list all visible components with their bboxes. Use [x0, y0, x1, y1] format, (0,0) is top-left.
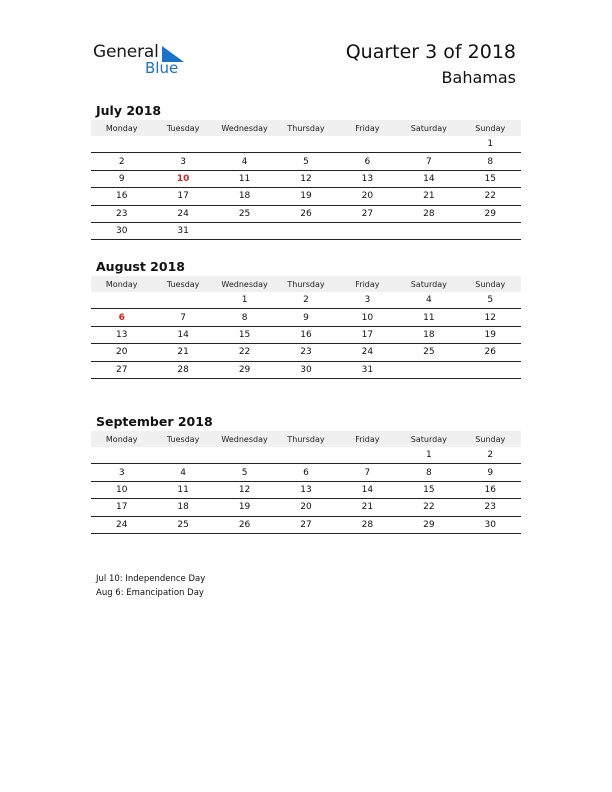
day-cell: 3 [152, 153, 213, 170]
day-cell: 7 [337, 464, 398, 481]
day-cell: 26 [275, 205, 336, 222]
day-cell: 17 [91, 499, 152, 516]
day-cell: 31 [152, 222, 213, 239]
day-cell: 29 [214, 361, 275, 378]
weekday-header: Saturday [398, 431, 459, 447]
day-cell: 16 [91, 188, 152, 205]
weekday-header: Tuesday [152, 276, 213, 292]
day-cell: 24 [91, 516, 152, 533]
day-cell: 1 [214, 292, 275, 309]
day-cell: 14 [398, 170, 459, 187]
day-cell: 1 [398, 447, 459, 464]
day-cell: 13 [275, 481, 336, 498]
week-row [91, 136, 521, 153]
day-cell: 18 [214, 188, 275, 205]
day-cell: 27 [91, 361, 152, 378]
day-cell: 13 [91, 326, 152, 343]
day-cell: 6 [275, 464, 336, 481]
calendar-table [91, 276, 521, 379]
day-cell: 2 [91, 153, 152, 170]
day-cell: 9 [275, 309, 336, 326]
day-cell: 22 [398, 499, 459, 516]
day-cell: 30 [460, 516, 521, 533]
weekday-header: Monday [91, 276, 152, 292]
day-cell: 16 [275, 326, 336, 343]
day-cell: 15 [398, 481, 459, 498]
day-cell: 11 [214, 170, 275, 187]
day-cell: 15 [214, 326, 275, 343]
day-cell: 14 [337, 481, 398, 498]
day-cell: 21 [337, 499, 398, 516]
weekday-header: Wednesday [214, 276, 275, 292]
day-cell: 18 [152, 499, 213, 516]
day-cell [214, 136, 275, 153]
month-title: August 2018 [96, 259, 185, 274]
day-cell: 24 [337, 344, 398, 361]
day-cell [214, 447, 275, 464]
day-cell: 20 [275, 499, 336, 516]
day-cell: 25 [214, 205, 275, 222]
week-row [91, 309, 521, 326]
weekday-header: Sunday [460, 120, 521, 136]
weekday-header-row [91, 276, 521, 292]
day-cell: 4 [214, 153, 275, 170]
holiday-note: Jul 10: Independence Day [96, 574, 206, 584]
day-cell: 10 [152, 170, 213, 187]
week-row [91, 292, 521, 309]
day-cell: 12 [214, 481, 275, 498]
day-cell [91, 136, 152, 153]
day-cell: 13 [337, 170, 398, 187]
weekday-header: Thursday [275, 431, 336, 447]
day-cell [214, 222, 275, 239]
day-cell: 20 [337, 188, 398, 205]
day-cell: 20 [91, 344, 152, 361]
day-cell: 29 [398, 516, 459, 533]
day-cell: 25 [152, 516, 213, 533]
weekday-header: Tuesday [152, 120, 213, 136]
day-cell [460, 222, 521, 239]
day-cell: 5 [460, 292, 521, 309]
holiday-note: Aug 6: Emancipation Day [96, 587, 204, 598]
weekday-header: Thursday [275, 120, 336, 136]
day-cell: 5 [214, 464, 275, 481]
day-cell: 17 [337, 326, 398, 343]
weekday-header: Monday [91, 431, 152, 447]
day-cell: 8 [398, 464, 459, 481]
day-cell [152, 447, 213, 464]
calendar-table [91, 431, 521, 534]
day-cell [91, 447, 152, 464]
week-row [91, 326, 521, 343]
day-cell: 23 [275, 344, 336, 361]
day-cell [460, 361, 521, 378]
day-cell: 18 [398, 326, 459, 343]
day-cell: 29 [460, 205, 521, 222]
day-cell: 7 [152, 309, 213, 326]
weekday-header: Monday [91, 120, 152, 136]
day-cell: 23 [460, 499, 521, 516]
month-july [91, 102, 521, 240]
day-cell: 2 [275, 292, 336, 309]
day-cell [337, 136, 398, 153]
week-row [91, 447, 521, 464]
day-cell: 16 [460, 481, 521, 498]
day-cell: 24 [152, 205, 213, 222]
day-cell: 28 [398, 205, 459, 222]
week-row [91, 188, 521, 205]
day-cell: 9 [91, 170, 152, 187]
day-cell: 22 [460, 188, 521, 205]
day-cell [398, 222, 459, 239]
week-row [91, 516, 521, 533]
day-cell: 26 [214, 516, 275, 533]
day-cell: 23 [91, 205, 152, 222]
day-cell: 21 [152, 344, 213, 361]
day-cell: 5 [275, 153, 336, 170]
day-cell: 19 [460, 326, 521, 343]
weekday-header: Friday [337, 120, 398, 136]
weekday-header-row [91, 120, 521, 136]
weekday-header: Wednesday [214, 431, 275, 447]
day-cell: 6 [91, 309, 152, 326]
day-cell: 25 [398, 344, 459, 361]
weekday-header: Saturday [398, 276, 459, 292]
day-cell: 11 [398, 309, 459, 326]
day-cell: 14 [152, 326, 213, 343]
weekday-header: Wednesday [214, 120, 275, 136]
day-cell [275, 136, 336, 153]
day-cell: 15 [460, 170, 521, 187]
day-cell [152, 292, 213, 309]
day-cell: 27 [337, 205, 398, 222]
weekday-header: Sunday [460, 276, 521, 292]
week-row [91, 464, 521, 481]
weekday-header: Tuesday [152, 431, 213, 447]
day-cell: 4 [398, 292, 459, 309]
logo [93, 42, 193, 78]
day-cell: 12 [460, 309, 521, 326]
weekday-header: Thursday [275, 276, 336, 292]
week-row [91, 205, 521, 222]
day-cell: 26 [460, 344, 521, 361]
day-cell [275, 447, 336, 464]
week-row [91, 153, 521, 170]
weekday-header: Friday [337, 276, 398, 292]
day-cell: 3 [337, 292, 398, 309]
day-cell: 4 [152, 464, 213, 481]
day-cell: 2 [460, 447, 521, 464]
day-cell: 9 [460, 464, 521, 481]
holiday-notes [96, 573, 205, 600]
day-cell [398, 361, 459, 378]
month-title: September 2018 [96, 414, 213, 429]
week-row [91, 481, 521, 498]
day-cell: 12 [275, 170, 336, 187]
day-cell: 3 [91, 464, 152, 481]
day-cell: 27 [275, 516, 336, 533]
week-row [91, 344, 521, 361]
weekday-header: Friday [337, 431, 398, 447]
weekday-header: Sunday [460, 431, 521, 447]
day-cell [275, 222, 336, 239]
logo-blue-text: Blue [145, 59, 179, 77]
day-cell: 17 [152, 188, 213, 205]
day-cell: 28 [337, 516, 398, 533]
day-cell [398, 136, 459, 153]
day-cell: 22 [214, 344, 275, 361]
day-cell: 8 [460, 153, 521, 170]
week-row [91, 499, 521, 516]
day-cell: 1 [460, 136, 521, 153]
month-august [91, 258, 521, 379]
week-row [91, 361, 521, 378]
calendar-table [91, 120, 521, 240]
day-cell: 19 [214, 499, 275, 516]
day-cell [337, 447, 398, 464]
day-cell [91, 292, 152, 309]
day-cell: 6 [337, 153, 398, 170]
day-cell: 21 [398, 188, 459, 205]
month-september [91, 413, 521, 534]
logo-general-text: General [93, 42, 159, 62]
day-cell [337, 222, 398, 239]
day-cell: 10 [337, 309, 398, 326]
weekday-header-row [91, 431, 521, 447]
day-cell: 28 [152, 361, 213, 378]
week-row [91, 170, 521, 187]
day-cell: 31 [337, 361, 398, 378]
week-row [91, 222, 521, 239]
page-title: Quarter 3 of 2018 [345, 41, 516, 63]
day-cell: 10 [91, 481, 152, 498]
day-cell: 19 [275, 188, 336, 205]
day-cell [152, 136, 213, 153]
weekday-header: Saturday [398, 120, 459, 136]
country-name: Bahamas [441, 68, 516, 87]
day-cell: 11 [152, 481, 213, 498]
day-cell: 7 [398, 153, 459, 170]
day-cell: 30 [275, 361, 336, 378]
day-cell: 8 [214, 309, 275, 326]
month-title: July 2018 [96, 103, 162, 118]
day-cell: 30 [91, 222, 152, 239]
